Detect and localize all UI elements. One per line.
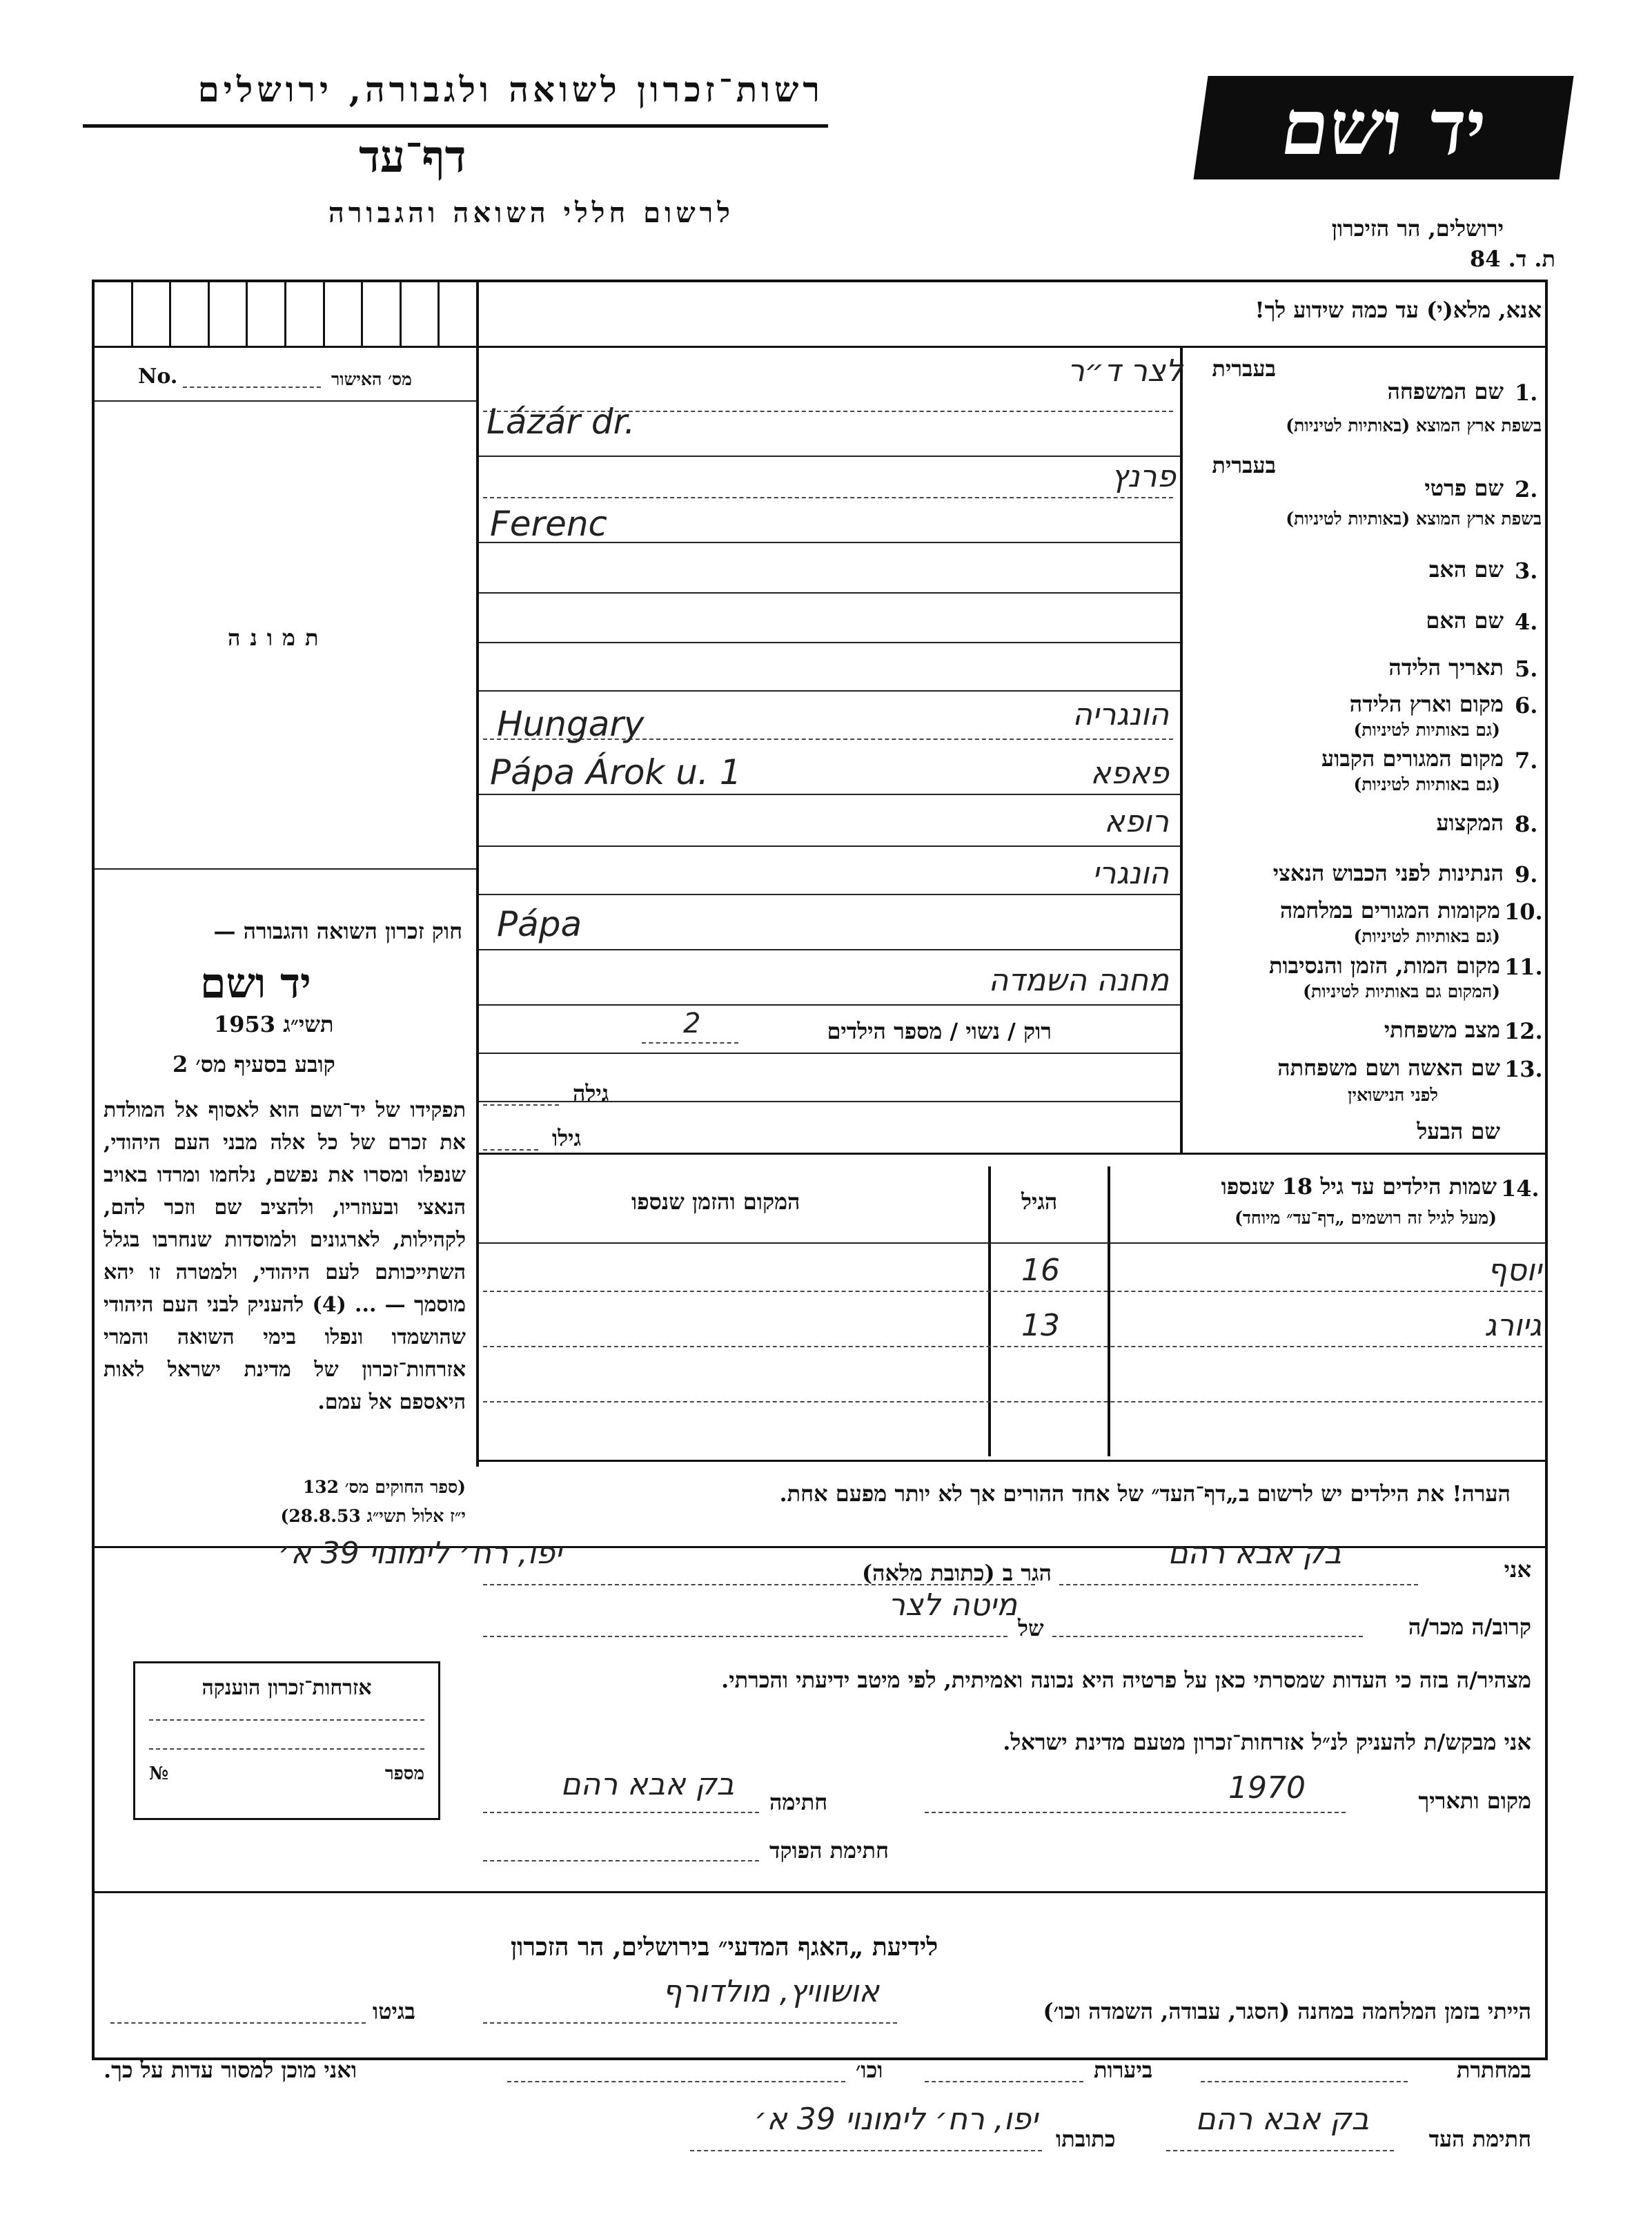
approval-rule — [95, 400, 476, 402]
field-3-num: 3. — [1515, 558, 1538, 584]
surname-latin[interactable]: Lázár dr. — [486, 402, 636, 442]
grid-cell — [95, 282, 133, 346]
signature-line — [483, 1812, 759, 1813]
nationality-value[interactable]: הונגרי — [1092, 856, 1169, 891]
death-place[interactable]: מחנה השמדה — [988, 963, 1169, 998]
field-1-label: שם המשפחה — [1387, 378, 1504, 404]
forest-label: ביערות — [1094, 2057, 1153, 2083]
row-rule — [479, 794, 1180, 795]
wife-age-label: גילה — [573, 1080, 609, 1106]
section-rule — [479, 1153, 1545, 1155]
child-1-name[interactable]: יוסף — [1487, 1253, 1542, 1288]
field-10-note: (גם באותיות לטיניות) — [1353, 926, 1500, 946]
grid-cell — [363, 282, 402, 346]
header-location: ירושלים, הר הזיכרון — [1331, 215, 1504, 242]
citizenship-line — [149, 1719, 424, 1721]
field-3-label: שם האב — [1428, 556, 1504, 583]
residence-latin[interactable]: Pápa Árok u. 1 — [490, 752, 742, 792]
law-reference-1: (ספר החוקים מס׳ 132 — [302, 1477, 466, 1497]
wife-age-line — [483, 1104, 559, 1106]
law-text: תפקידו של יד־ושם הוא לאסוף אל המולדת את זכרם של כל אלה מבני העם היהודי, שנפלו ומסרו את נפשם, נלחמו ומרדו באויב הנאצי ובעוזריו, ולהציב שם וזכר להם, לקהילות, לארגונים ולמוסדות שנחרבו בגלל השתייכותם לעם היהודי, ולמטרה זו יהא מוסמך — ... (4) להעניק לבני העם היהודי שהושמדו ונפלו בימי השואה והמרי אזרחות־זכרון של מדינת ישראל לאות היאספם אל עמם. — [104, 1098, 466, 1414]
field-6-num: 6. — [1515, 692, 1538, 718]
row-rule — [479, 1004, 1180, 1006]
header-rule — [83, 124, 828, 128]
left-column-divider — [476, 280, 479, 1467]
approval-label: מס׳ האישור — [331, 369, 412, 389]
relative-of-value[interactable]: מיטה לצר — [888, 1587, 1017, 1623]
hebrew-tag-1: בעברית — [1212, 355, 1276, 382]
field-11-num: 11. — [1504, 954, 1543, 980]
field-12-label: מצב משפחתי — [1384, 1017, 1500, 1043]
camp-value-line — [483, 2022, 897, 2024]
grid-cell — [133, 282, 172, 346]
signature-value[interactable]: בק אבא רהם — [560, 1767, 734, 1802]
field-13-num: 13. — [1504, 1056, 1543, 1082]
page-title: דף־עד — [359, 131, 466, 183]
photo-rule — [95, 868, 476, 870]
children-note-text: הערה! את הילדים יש לרשום ב„דף־העד״ של אחד ההורים אך לא יותר מפעם אחת. — [779, 1480, 1511, 1507]
citizenship-number-label: מספר — [384, 1763, 424, 1784]
field-4-num: 4. — [1515, 609, 1538, 635]
field-12-num: 12. — [1504, 1018, 1543, 1044]
children-row-rule — [483, 1346, 1542, 1347]
field-11-label: מקום המות, הזמן והנסיבות — [1268, 952, 1500, 979]
latin-rule — [483, 497, 1173, 498]
children-row-rule — [483, 1291, 1542, 1292]
law-year: תשי״ג 1953 — [214, 1011, 334, 1037]
field-8-num: 8. — [1515, 811, 1538, 837]
witness-address-line — [690, 2150, 1042, 2151]
hiding-label: במחתרת — [1456, 2057, 1531, 2083]
witness-signature[interactable]: בק אבא רהם — [1195, 2102, 1369, 2137]
row-rule — [479, 456, 1180, 457]
husband-label: שם הבעל — [1417, 1118, 1500, 1144]
row-rule — [479, 642, 1180, 643]
children-num: 14. — [1501, 1175, 1540, 1202]
photo-label: תמונה — [228, 625, 328, 651]
approval-no: No. — [138, 364, 178, 389]
declarant-line — [1059, 1584, 1418, 1585]
resides-label: הגר ב (כתובת מלאה) — [862, 1560, 1052, 1586]
request: אני מבקש/ת להעניק לנ״ל אזרחות־זכרון מטעם מדינת ישראל. — [1003, 1729, 1531, 1755]
surname-hebrew[interactable]: לצר ד״ר — [1067, 353, 1183, 389]
top-left-boxes — [95, 282, 476, 346]
signature-label: חתימה — [769, 1789, 828, 1815]
law-heading: חוק זכרון השואה והגבורה — — [213, 918, 462, 944]
declaration-i: אני — [1504, 1556, 1531, 1583]
forest-line — [925, 2081, 1083, 2082]
field-11-note: (המקום גם באותיות לטיניות) — [1303, 981, 1500, 1001]
intro-text: אנא, מלא(י) עד כמה שידוע לך! — [1255, 297, 1542, 323]
citizenship-box — [133, 1661, 440, 1820]
birthplace-latin[interactable]: Hungary — [497, 704, 645, 744]
witness-signature-label: חתימת העד — [1428, 2126, 1531, 2152]
hebrew-tag-2: בעברית — [1212, 452, 1276, 478]
law-section: קובע בסעיף מס׳ 2 — [173, 1051, 335, 1077]
field-9-num: 9. — [1515, 861, 1538, 888]
field-7-label: מקום המגורים הקבוע — [1321, 745, 1504, 772]
grid-cell — [440, 282, 476, 346]
children-count[interactable]: 2 — [683, 1008, 701, 1039]
firstname-latin[interactable]: Ferenc — [490, 504, 608, 544]
field-7-note: (גם באותיות לטיניות) — [1353, 774, 1500, 794]
husband-age-label: גילו — [552, 1125, 582, 1151]
field-2-label: שם פרטי — [1424, 475, 1504, 501]
firstname-hebrew[interactable]: פרנץ — [1111, 459, 1176, 494]
authority-line: רשות־זכרון לשואה ולגבורה, ירושלים — [197, 69, 824, 110]
wartime-residence[interactable]: Pápa — [497, 904, 582, 944]
declarant-address[interactable]: יפו, רח׳ לימונוי 39 א׳ — [278, 1536, 562, 1571]
page-subtitle: לרשום חללי השואה והגבורה — [328, 197, 734, 229]
statement: מצהיר/ה בזה כי העדות שמסרתי כאן על פרטיה היא נכונה ואמיתית, לפי מיטב ידיעתי והכרתי. — [721, 1667, 1531, 1693]
children-bottom-rule — [479, 1460, 1545, 1462]
child-2-age[interactable]: 13 — [1021, 1308, 1060, 1343]
place-date-line — [925, 1812, 1346, 1813]
birthplace-hebrew[interactable]: הונגריה — [1072, 697, 1169, 732]
testimony-top-rule — [95, 1891, 1545, 1893]
witness-address[interactable]: יפו, רח׳ לימונוי 39 א׳ — [754, 2102, 1038, 2137]
header-po-box: ת. ד. 84 — [1470, 246, 1555, 272]
declarant-name[interactable]: בק אבא רהם — [1168, 1536, 1341, 1571]
law-name: יד ושם — [200, 959, 311, 1008]
field-13-note: לפני הנישואין — [1348, 1085, 1438, 1105]
ghetto-label: בגיטו — [373, 1998, 415, 2024]
row-rule — [479, 690, 1180, 692]
relative-of-label: של — [1018, 1615, 1044, 1641]
husband-age-line — [483, 1149, 538, 1151]
residence-hebrew[interactable]: פאפא — [1090, 756, 1169, 791]
relative-line — [1052, 1636, 1363, 1637]
citizenship-line — [149, 1748, 424, 1750]
grid-cell — [210, 282, 248, 346]
field-2-note: בשפת ארץ המוצא (באותיות לטיניות) — [1286, 509, 1542, 529]
grid-cell — [286, 282, 325, 346]
row-rule — [479, 592, 1180, 594]
place-date-value[interactable]: 1970 — [1228, 1770, 1306, 1806]
field-5-num: 5. — [1515, 656, 1538, 682]
child-2-name[interactable]: גיורג — [1484, 1308, 1542, 1343]
field-9-label: הנתינות לפני הכבוש הנאצי — [1272, 860, 1504, 886]
age-header: הגיל — [1021, 1189, 1058, 1215]
officer-signature-line — [483, 1860, 759, 1861]
children-count-line — [642, 1042, 738, 1044]
grid-cell — [248, 282, 286, 346]
relative-of-line — [483, 1636, 1007, 1637]
field-7-num: 7. — [1515, 747, 1538, 774]
grid-cell — [402, 282, 440, 346]
testimony-heading: לידיעת „האגף המדעי״ בירושלים, הר הזכרון — [511, 1933, 938, 1962]
relative-label: קרוב/ה מכר/ה — [1408, 1614, 1531, 1640]
child-1-age[interactable]: 16 — [1021, 1253, 1060, 1288]
children-note: (מעל לגיל זה רושמים „דף־עד״ מיוחד) — [1235, 1208, 1497, 1228]
field-2-num: 2. — [1515, 476, 1538, 502]
grid-cell — [325, 282, 364, 346]
place-date-label: מקום ותאריך — [1418, 1788, 1531, 1814]
camp-value[interactable]: אושוויץ, מולדורף — [662, 1974, 879, 2009]
field-4-label: שם האם — [1426, 607, 1504, 634]
witness-signature-line — [1166, 2150, 1394, 2151]
place-header: המקום והזמן שנספו — [631, 1189, 800, 1215]
children-row-rule — [483, 1401, 1542, 1402]
field-10-label: מקומות המגורים במלחמה — [1279, 897, 1500, 923]
field-1-num: 1. — [1515, 380, 1538, 406]
top-rule — [95, 346, 1545, 348]
field-5-label: תאריך הלידה — [1388, 654, 1504, 681]
ready-label: ואני מוכן למסור עדות על כך. — [104, 2057, 357, 2083]
citizenship-number-row — [149, 1763, 424, 1784]
witness-address-label: כתובתו — [1056, 2126, 1116, 2152]
citizenship-title: אזרחות־זכרון הוענקה — [201, 1676, 372, 1700]
citizenship-number-symbol: № — [149, 1763, 169, 1784]
camp-line: הייתי בזמן המלחמה במחנה (הסגר, עבודה, השמדה וכו׳) — [1043, 1998, 1531, 2024]
law-reference-2: י״ז אלול תשי״ג 28.8.53) — [280, 1506, 466, 1526]
row-rule — [479, 1053, 1180, 1054]
field-6-note: (גם באותיות לטיניות) — [1353, 720, 1500, 740]
row-rule — [479, 894, 1180, 895]
address-line — [483, 1584, 1035, 1585]
children-header-rule — [479, 1242, 1545, 1244]
row-rule — [479, 949, 1180, 950]
children-label: שמות הילדים עד גיל 18 שנספו — [1221, 1173, 1497, 1200]
ghetto-line — [110, 2022, 366, 2024]
label-column-divider — [1180, 346, 1183, 1153]
field-8-label: המקצוע — [1436, 810, 1504, 836]
marital-status-options: רוק / נשוי / מספר הילדים — [827, 1018, 1052, 1044]
field-13-label: שם האשה ושם משפחתה — [1277, 1055, 1500, 1081]
etc-line — [507, 2081, 845, 2082]
officer-signature-label: חתימת הפוקד — [769, 1837, 889, 1864]
etc-label: וכו׳ — [856, 2057, 883, 2083]
yad-vashem-logo: יד ושם — [1193, 76, 1573, 179]
row-rule — [479, 845, 1180, 847]
hiding-line — [1201, 2081, 1408, 2082]
children-col-divider — [1108, 1166, 1110, 1456]
field-1-note: בשפת ארץ המוצא (באותיות לטיניות) — [1286, 415, 1542, 436]
field-6-label: מקום וארץ הלידה — [1349, 691, 1504, 717]
field-10-num: 10. — [1504, 899, 1543, 925]
profession-value[interactable]: רופא — [1104, 804, 1169, 839]
grid-cell — [171, 282, 210, 346]
approval-line — [183, 387, 321, 388]
children-col-divider — [988, 1166, 991, 1456]
